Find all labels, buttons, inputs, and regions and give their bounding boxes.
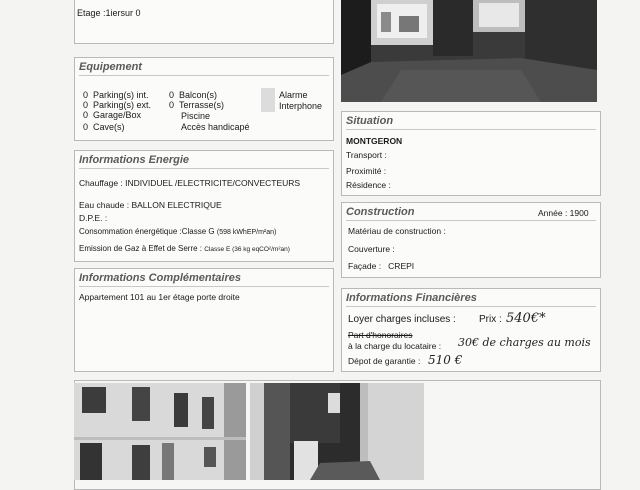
- honoraires-label: Part d'honoraires: [348, 330, 413, 340]
- situation-section: [341, 111, 601, 196]
- building-facade-photo: [74, 383, 246, 480]
- interphone-checkbox: [261, 100, 275, 112]
- situation-city: MONTGERON: [346, 136, 403, 146]
- complementaires-text: Appartement 101 au 1er étage porte droite: [79, 292, 240, 302]
- etage-text: Etage :1iersur 0: [77, 8, 141, 18]
- loyer-label: Loyer charges incluses :: [348, 314, 456, 325]
- construction-section: [341, 202, 601, 278]
- equip-alarme: Alarme: [279, 90, 308, 100]
- eau-chaude-text: Eau chaude : BALLON ELECTRIQUE: [79, 200, 222, 210]
- complementaires-section: [74, 268, 334, 372]
- financieres-title: Informations Financières: [346, 292, 477, 304]
- chauffage-text: Chauffage : INDIVIDUEL /ELECTRICITE/CONVECTEURS: [79, 178, 301, 188]
- situation-proximite: Proximité :: [346, 166, 387, 176]
- etage-box: [74, 0, 334, 44]
- equip-terrasse: 0 Terrasse(s): [169, 100, 225, 110]
- complementaires-title: Informations Complémentaires: [79, 272, 241, 284]
- interior-photo-top: [341, 0, 597, 102]
- equip-parking-ext: 0 Parking(s) ext.: [83, 100, 152, 110]
- construction-annee: Année : 1900: [538, 208, 589, 218]
- building-facade-image: [74, 383, 246, 480]
- equip-interphone: Interphone: [279, 101, 323, 111]
- depot-handwritten: 510 €: [428, 353, 463, 367]
- charge-handwritten: 30€ de charges au mois: [458, 336, 591, 349]
- construction-facade: Façade : CREPI: [348, 261, 415, 271]
- alarme-checkbox: [261, 88, 275, 100]
- prix-label: Prix :: [479, 314, 502, 325]
- situation-residence: Résidence :: [346, 180, 391, 190]
- construction-couverture: Couverture :: [348, 244, 395, 254]
- interior-photo-bottom: [250, 383, 424, 480]
- situation-title: Situation: [346, 115, 394, 127]
- prix-handwritten: 540€*: [506, 311, 546, 326]
- energie-title: Informations Energie: [79, 154, 190, 166]
- equipement-section: [74, 57, 334, 141]
- interior-kitchen-image: [250, 383, 424, 480]
- charge-locataire-label: à la charge du locataire :: [348, 341, 442, 351]
- equip-garage: 0 Garage/Box: [83, 110, 142, 120]
- energie-section: [74, 150, 334, 262]
- equip-acces-handicape: Accès handicapé: [181, 122, 250, 132]
- equipement-title: Equipement: [79, 61, 142, 73]
- emission-ges: Emission de Gaz à Effet de Serre : Classe E (36 kg eqCO²/m²an): [79, 244, 290, 253]
- construction-materiau: Matériau de construction :: [348, 226, 446, 236]
- equip-cave: 0 Cave(s): [83, 122, 125, 132]
- situation-transport: Transport :: [346, 150, 387, 160]
- depot-garantie-label: Dépot de garantie :: [348, 356, 421, 366]
- financieres-section: [341, 288, 601, 372]
- construction-title: Construction: [346, 206, 415, 218]
- dpe-label: D.P.E. :: [79, 213, 108, 223]
- interior-room-image: [341, 0, 597, 102]
- equip-balcon: 0 Balcon(s): [169, 90, 218, 100]
- conso-energetique: Consommation énergétique :Classe G (598 kWhEP/m²an): [79, 227, 277, 236]
- equip-piscine: Piscine: [181, 111, 211, 121]
- equip-parking-int: 0 Parking(s) int.: [83, 90, 149, 100]
